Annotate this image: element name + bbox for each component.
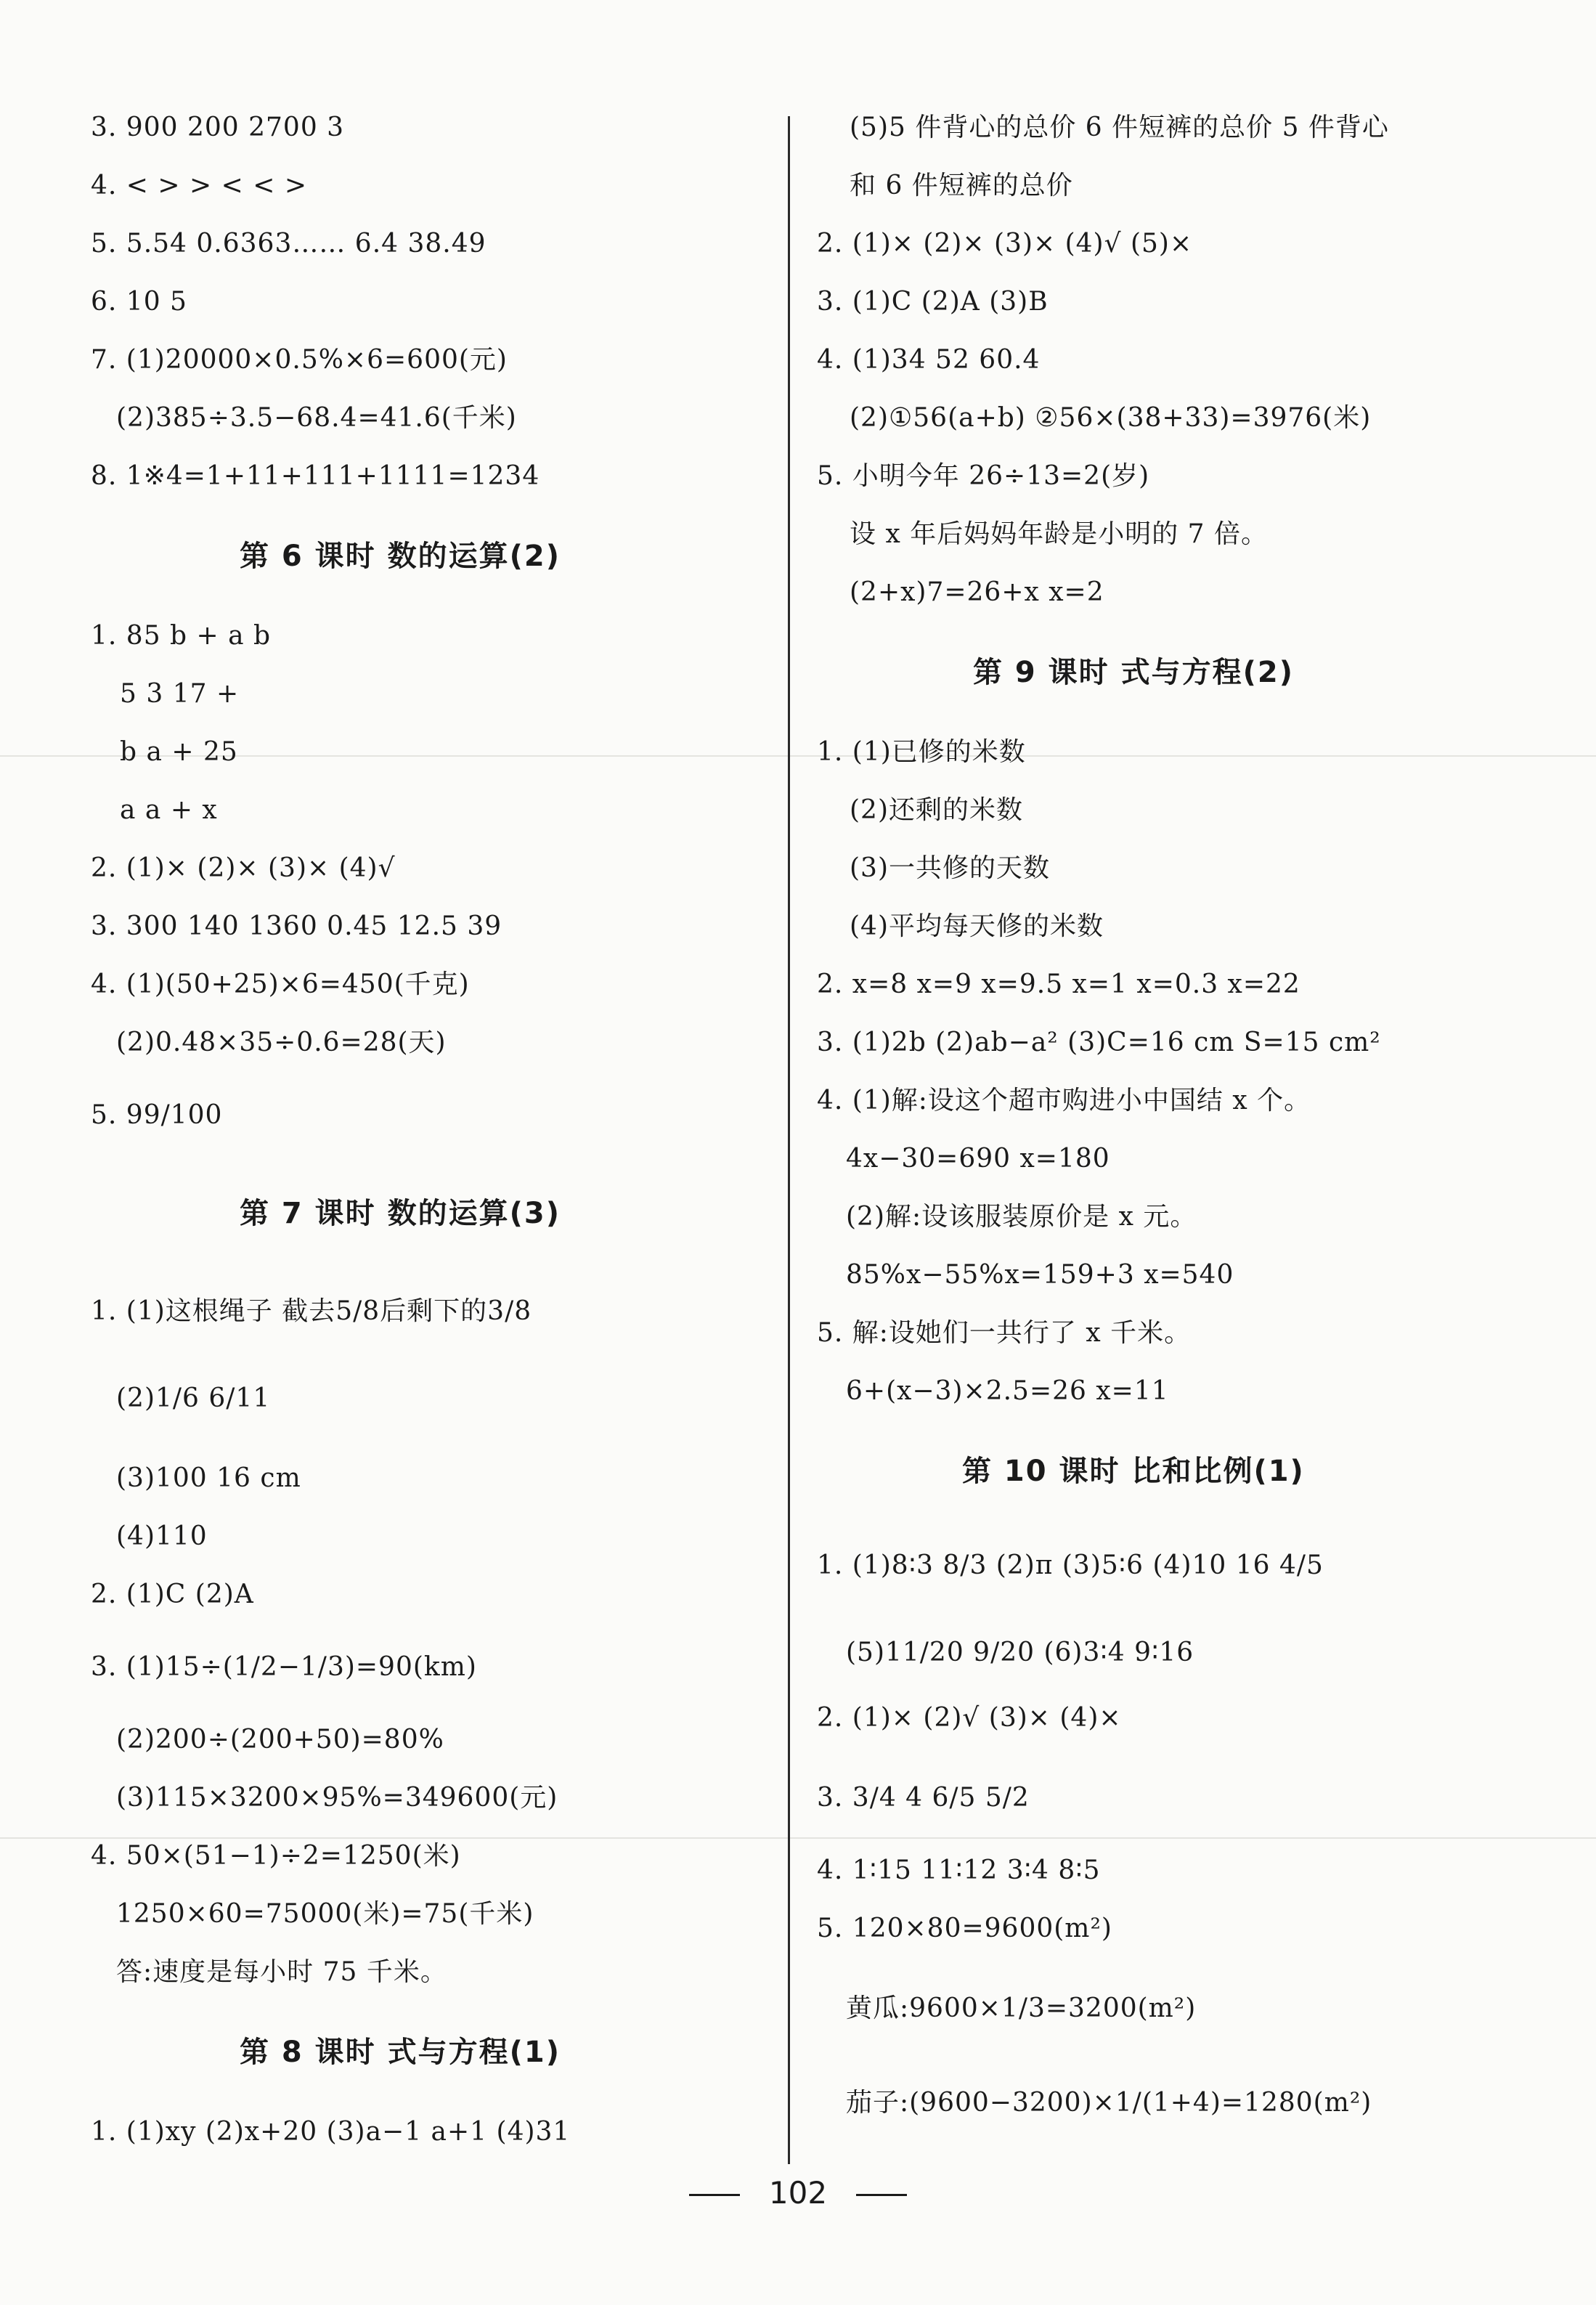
answer-line: (2)200÷(200+50)=80% (116, 1725, 444, 1755)
answer-line: 5. 5.54 0.6363…… 6.4 38.49 (91, 229, 486, 259)
answer-line: (2)385÷3.5−68.4=41.6(千米) (116, 403, 517, 433)
answer-line: 5. 99/100 (91, 1100, 223, 1130)
answer-line: (2)0.48×35÷0.6=28(天) (116, 1028, 447, 1057)
answer-line: 3. 900 200 2700 3 (91, 113, 345, 142)
answer-line: b a + 25 (120, 737, 238, 767)
answer-line: 6+(x−3)×2.5=26 x=11 (846, 1376, 1169, 1406)
answer-line: 1. (1)已修的米数 (817, 737, 1026, 767)
answer-line: (5)11/20 9/20 (6)3∶4 9∶16 (846, 1638, 1194, 1667)
answer-line: 5. 解:设她们一共行了 x 千米。 (817, 1318, 1192, 1348)
answer-line: 2. (1)× (2)× (3)× (4)√ (91, 853, 396, 883)
answer-line: 5. 小明今年 26÷13=2(岁) (817, 461, 1150, 491)
answer-line: 3. (1)15÷(1/2−1/3)=90(km) (91, 1652, 477, 1682)
answer-line: 4. 50×(51−1)÷2=1250(米) (91, 1841, 461, 1871)
answer-line: 85%x−55%x=159+3 x=540 (846, 1260, 1234, 1290)
answer-line: (3)115×3200×95%=349600(元) (116, 1783, 558, 1813)
answer-line: 4. (1)解:设这个超市购进小中国结 x 个。 (817, 1086, 1311, 1115)
lesson-heading: 第 10 课时 比和比例(1) (962, 1455, 1305, 1488)
answer-line: 4. 1∶15 11∶12 3∶4 8∶5 (817, 1855, 1101, 1885)
answer-line: (3)一共修的天数 (850, 853, 1050, 883)
answer-line: (2+x)7=26+x x=2 (850, 577, 1104, 607)
answer-line: a a + x (120, 795, 218, 825)
answer-line: (2)还剩的米数 (850, 795, 1023, 825)
answer-line: (3)100 16 cm (116, 1463, 301, 1493)
answer-line: 1. (1)xy (2)x+20 (3)a−1 a+1 (4)31 (91, 2117, 571, 2147)
answer-line: 6. 10 5 (91, 287, 187, 317)
answer-line: 4x−30=690 x=180 (846, 1144, 1110, 1174)
answer-line: 3. (1)2b (2)ab−a² (3)C=16 cm S=15 cm² (817, 1028, 1381, 1057)
answer-line: (4)110 (116, 1521, 208, 1551)
answer-line: 1. (1)这根绳子 截去5/8后剩下的3/8 (91, 1296, 532, 1326)
answer-line: 2. x=8 x=9 x=9.5 x=1 x=0.3 x=22 (817, 969, 1300, 999)
answer-line: 答:速度是每小时 75 千米。 (116, 1957, 447, 1987)
answer-line: 5. 120×80=9600(m²) (817, 1914, 1112, 1943)
answer-line: 3. 3/4 4 6/5 5/2 (817, 1783, 1030, 1813)
answer-line: 1. 85 b + a b (91, 621, 272, 651)
answer-line: 3. 300 140 1360 0.45 12.5 39 (91, 911, 502, 941)
lesson-heading: 第 7 课时 数的运算(3) (240, 1197, 561, 1230)
answer-line: 1. (1)8∶3 8/3 (2)π (3)5∶6 (4)10 16 4/5 (817, 1550, 1324, 1580)
lesson-heading: 第 9 课时 式与方程(2) (973, 656, 1295, 689)
answer-line: 和 6 件短裤的总价 (850, 171, 1073, 200)
answer-line: 8. 1※4=1+11+111+1111=1234 (91, 461, 540, 491)
answer-line: 4. (1)34 52 60.4 (817, 345, 1041, 375)
footer-dash-right (856, 2194, 907, 2196)
answer-line: 茄子:(9600−3200)×1/(1+4)=1280(m²) (846, 2088, 1372, 2118)
answer-line: (2)①56(a+b) ②56×(38+33)=3976(米) (850, 403, 1372, 433)
answer-line: (4)平均每天修的米数 (850, 911, 1104, 941)
answer-line: (2)解:设该服装原价是 x 元。 (846, 1202, 1197, 1232)
answer-line: (2)1/6 6/11 (116, 1383, 271, 1413)
right-column (788, 0, 1596, 2305)
answer-line: 5 3 17 + (120, 679, 240, 709)
answer-line: 1250×60=75000(米)=75(千米) (116, 1899, 534, 1929)
answer-line: 7. (1)20000×0.5%×6=600(元) (91, 345, 508, 375)
answer-line: (5)5 件背心的总价 6 件短裤的总价 5 件背心 (850, 113, 1389, 142)
answer-line: 黄瓜:9600×1/3=3200(m²) (846, 1993, 1197, 2023)
answer-line: 2. (1)× (2)× (3)× (4)√ (5)× (817, 229, 1193, 259)
left-column (0, 0, 788, 2305)
answer-line: 4. (1)(50+25)×6=450(千克) (91, 969, 470, 999)
answer-line: 设 x 年后妈妈年龄是小明的 7 倍。 (850, 519, 1268, 549)
answer-line: 4. < > > < < > (91, 171, 307, 200)
answer-line: 3. (1)C (2)A (3)B (817, 287, 1049, 317)
lesson-heading: 第 8 课时 式与方程(1) (240, 2036, 561, 2069)
page-number: 102 (768, 2175, 828, 2211)
answer-line: 2. (1)× (2)√ (3)× (4)× (817, 1703, 1122, 1733)
footer-dash-left (689, 2194, 740, 2196)
page-number-footer (0, 2171, 1596, 2215)
answer-line: 2. (1)C (2)A (91, 1580, 254, 1609)
lesson-heading: 第 6 课时 数的运算(2) (240, 540, 561, 573)
